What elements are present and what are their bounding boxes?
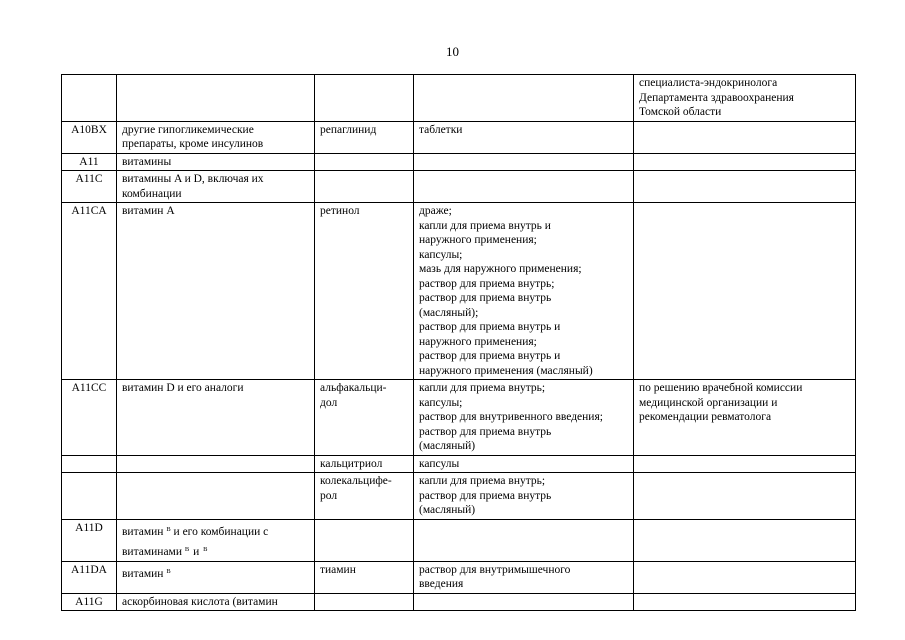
substance-cell	[315, 171, 414, 203]
dosage-forms-cell	[414, 203, 634, 380]
notes-cell	[634, 203, 856, 380]
substance-cell	[315, 121, 414, 153]
substance-cell	[315, 561, 414, 593]
cell-line: аскорбиновая кислота (витамин	[122, 595, 278, 608]
cell-line: раствор для приема внутрь	[419, 425, 552, 438]
cell-line: витамин A	[122, 205, 175, 217]
cell-line: капсулы;	[419, 396, 463, 409]
table-row	[62, 380, 856, 456]
group-name-cell	[117, 121, 315, 153]
drug-list-table	[61, 74, 856, 611]
atc-code-cell	[62, 455, 117, 473]
cell-line: раствор для приема внутрь и	[419, 321, 561, 333]
atc-code-cell	[62, 473, 117, 520]
cell-line: витамины	[122, 155, 172, 168]
dosage-forms-cell	[414, 561, 634, 593]
table-row	[62, 153, 856, 171]
cell-line: наружного применения;	[419, 234, 537, 246]
notes-cell	[634, 75, 856, 122]
substance-cell	[315, 203, 414, 380]
cell-line: (масляный)	[419, 440, 476, 452]
notes-cell	[634, 593, 856, 611]
table-row	[62, 75, 856, 122]
cell-line: введения	[419, 578, 464, 590]
group-name-cell	[117, 593, 315, 611]
cell-line: Департамента здравоохранения	[639, 91, 794, 104]
page-number: 10	[446, 44, 459, 59]
atc-code-cell: A11CA	[62, 203, 117, 380]
cell-line: ретинол	[320, 205, 360, 217]
cell-line	[122, 565, 309, 582]
cell-line: рол	[320, 489, 338, 502]
group-name-cell	[117, 171, 315, 203]
cell-line: (масляный);	[419, 306, 479, 319]
group-name-cell	[117, 561, 315, 593]
table-body	[62, 75, 856, 611]
table-row	[62, 121, 856, 153]
cell-line: тиамин	[320, 563, 356, 576]
dosage-forms-cell	[414, 519, 634, 561]
table-row	[62, 561, 856, 593]
cell-line: витамин D и его аналоги	[122, 382, 244, 394]
table-row	[62, 203, 856, 380]
vitamin-text: витамин	[122, 567, 164, 580]
cell-line: капли для приема внутрь;	[419, 382, 546, 394]
cell-line: витамины A и D, включая их	[122, 173, 264, 185]
cell-line: мазь для наружного применения;	[419, 263, 582, 275]
substance-cell	[315, 75, 414, 122]
atc-code-cell: A11C	[62, 171, 117, 203]
cell-line: специалиста-эндокринолога	[639, 77, 778, 89]
cell-line: капли для приема внутрь;	[419, 475, 546, 487]
substance-cell	[315, 519, 414, 561]
vitamin-b-label: B	[166, 567, 171, 575]
dosage-forms-cell	[414, 121, 634, 153]
vitamin-b-label: B	[166, 525, 171, 533]
substance-cell	[315, 473, 414, 520]
atc-code-cell: A11CC	[62, 380, 117, 456]
cell-line: колекальцифе-	[320, 475, 392, 487]
atc-code-cell: A10BX	[62, 121, 117, 153]
cell-line: репаглинид	[320, 123, 377, 136]
conjunction-text: и	[193, 546, 200, 558]
atc-code-cell: A11G	[62, 593, 117, 611]
group-name-cell	[117, 75, 315, 122]
cell-line: капсулы	[419, 457, 460, 470]
cell-line: медицинской организации и	[639, 396, 778, 409]
cell-line: драже;	[419, 205, 452, 217]
dosage-forms-cell	[414, 473, 634, 520]
cell-line: альфакальци-	[320, 382, 387, 394]
dosage-forms-cell	[414, 455, 634, 473]
vitamin-text: витаминами	[122, 546, 182, 558]
cell-line	[122, 543, 309, 560]
notes-cell	[634, 121, 856, 153]
group-name-cell	[117, 455, 315, 473]
cell-line: препараты, кроме инсулинов	[122, 138, 264, 150]
substance-cell	[315, 380, 414, 456]
table-row	[62, 519, 856, 561]
cell-line: раствор для приема внутрь	[419, 292, 552, 304]
cell-line: капсулы;	[419, 248, 463, 261]
dosage-forms-cell	[414, 593, 634, 611]
cell-line: раствор для приема внутрь;	[419, 277, 555, 290]
substance-cell	[315, 153, 414, 171]
atc-code-cell: A11D	[62, 519, 117, 561]
table-row	[62, 171, 856, 203]
table-row	[62, 473, 856, 520]
vitamin-text: и его комбинации с	[173, 525, 269, 538]
cell-line: раствор для приема внутрь и	[419, 350, 561, 362]
dosage-forms-cell	[414, 171, 634, 203]
cell-line: наружного применения;	[419, 335, 537, 348]
cell-line	[122, 523, 309, 540]
table-row	[62, 593, 856, 611]
group-name-cell	[117, 473, 315, 520]
vitamin-text: витамин	[122, 525, 164, 538]
cell-line: Томской области	[639, 106, 722, 118]
group-name-cell	[117, 519, 315, 561]
group-name-cell	[117, 380, 315, 456]
cell-line: кальцитриол	[320, 457, 383, 470]
cell-line: комбинации	[122, 187, 182, 200]
dosage-forms-cell	[414, 75, 634, 122]
cell-line: рекомендации ревматолога	[639, 411, 772, 423]
atc-code-cell	[62, 75, 117, 122]
substance-cell	[315, 593, 414, 611]
cell-line: наружного применения (масляный)	[419, 364, 593, 377]
cell-line: дол	[320, 396, 338, 409]
dosage-forms-cell	[414, 153, 634, 171]
cell-line: (масляный)	[419, 504, 476, 516]
table-row	[62, 455, 856, 473]
dosage-forms-cell	[414, 380, 634, 456]
group-name-cell	[117, 153, 315, 171]
notes-cell	[634, 380, 856, 456]
cell-line: раствор для приема внутрь	[419, 489, 552, 502]
cell-line: другие гипогликемические	[122, 123, 254, 136]
notes-cell	[634, 473, 856, 520]
cell-line: раствор для внутривенного введения;	[419, 411, 603, 423]
vitamin-b-label: B	[203, 546, 208, 553]
cell-line: раствор для внутримышечного	[419, 563, 571, 576]
vitamin-b-label: B	[184, 546, 190, 553]
cell-line: капли для приема внутрь и	[419, 219, 551, 232]
notes-cell	[634, 561, 856, 593]
notes-cell	[634, 153, 856, 171]
substance-cell	[315, 455, 414, 473]
cell-line: по решению врачебной комиссии	[639, 382, 803, 394]
atc-code-cell: A11	[62, 153, 117, 171]
notes-cell	[634, 519, 856, 561]
notes-cell	[634, 455, 856, 473]
atc-code-cell: A11DA	[62, 561, 117, 593]
cell-line: таблетки	[419, 123, 463, 136]
group-name-cell	[117, 203, 315, 380]
notes-cell	[634, 171, 856, 203]
